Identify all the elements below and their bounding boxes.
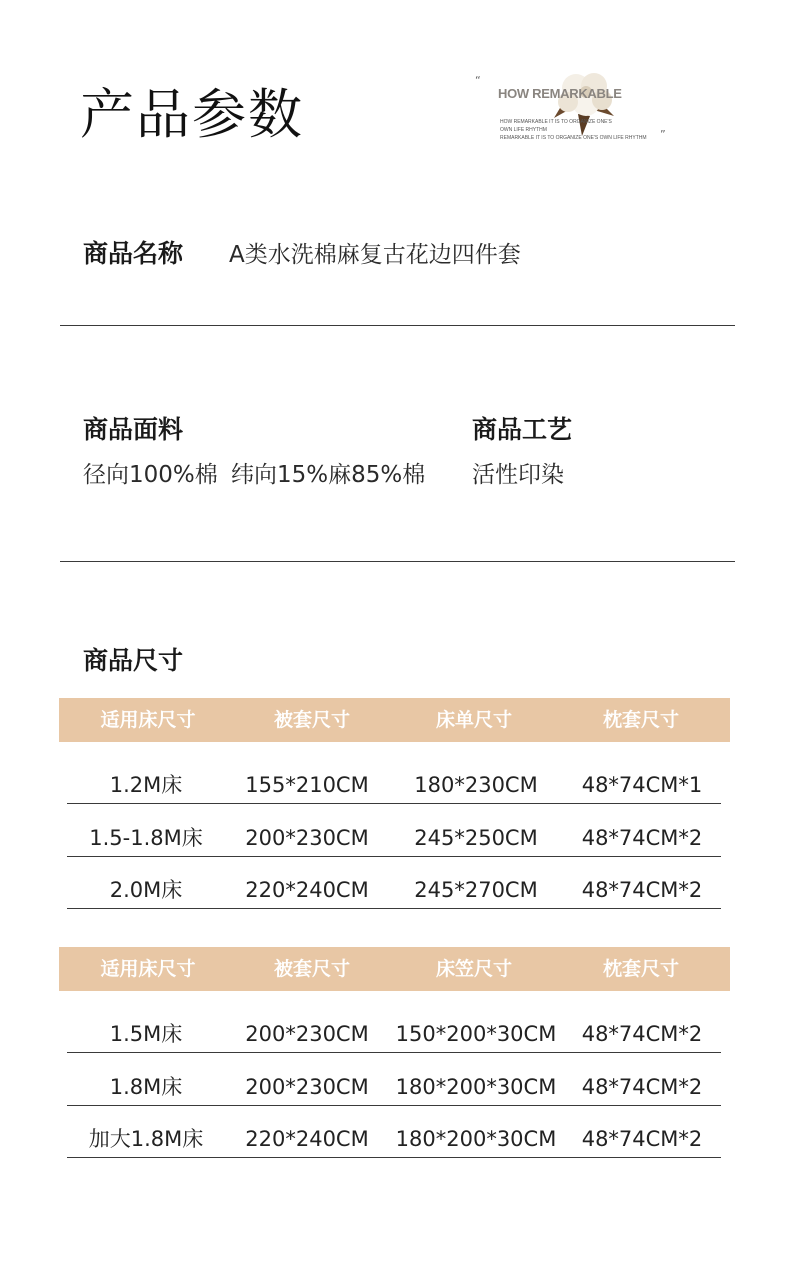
badge-line: REMARKABLE IT IS TO ORGANIZE ONE'S OWN LIFE RHYTHM bbox=[500, 135, 647, 141]
divider bbox=[60, 325, 735, 326]
table-cell: 48*74CM*2 bbox=[581, 1022, 703, 1046]
badge-title: HOW REMARKABLE bbox=[498, 86, 622, 101]
table-cell: 220*240CM bbox=[245, 878, 369, 902]
fabric-label: 商品面料 bbox=[83, 415, 184, 444]
table-cell: 1.5M床 bbox=[109, 1022, 183, 1046]
table-cell: 48*74CM*2 bbox=[581, 1127, 703, 1151]
quote-close-mark: ” bbox=[660, 128, 666, 141]
table-cell: 200*230CM bbox=[245, 826, 369, 850]
divider bbox=[60, 561, 735, 562]
table-cell: 245*270CM bbox=[414, 878, 538, 902]
table-cell: 加大1.8M床 bbox=[88, 1127, 204, 1151]
column-header: 床笠尺寸 bbox=[435, 958, 512, 980]
product-name-value: A类水洗棉麻复古花边四件套 bbox=[229, 242, 521, 268]
column-header: 枕套尺寸 bbox=[602, 709, 679, 731]
quote-open-mark: “ bbox=[475, 74, 481, 87]
table-row bbox=[67, 1014, 721, 1053]
table-cell: 200*230CM bbox=[245, 1075, 369, 1099]
column-header: 被套尺寸 bbox=[273, 709, 350, 731]
table-row bbox=[67, 765, 721, 804]
table-cell: 200*230CM bbox=[245, 1022, 369, 1046]
table-cell: 155*210CM bbox=[245, 773, 369, 797]
column-header: 适用床尺寸 bbox=[100, 958, 196, 980]
badge-line: OWN LIFE RHYTHM bbox=[500, 127, 547, 133]
table-cell: 1.8M床 bbox=[109, 1075, 183, 1099]
table-cell: 1.2M床 bbox=[109, 773, 183, 797]
craft-value: 活性印染 bbox=[472, 462, 564, 488]
size-table-2-header bbox=[59, 947, 730, 991]
size-table-1-header bbox=[59, 698, 730, 742]
page-title: 产品参数 bbox=[80, 83, 304, 146]
table-cell: 245*250CM bbox=[414, 826, 538, 850]
table-row bbox=[67, 1119, 721, 1158]
table-cell: 48*74CM*2 bbox=[581, 826, 703, 850]
fabric-warp-value: 径向100%棉 bbox=[83, 462, 218, 488]
fabric-weft-value: 纬向15%麻85%棉 bbox=[231, 462, 426, 488]
column-header: 枕套尺寸 bbox=[602, 958, 679, 980]
column-header: 适用床尺寸 bbox=[100, 709, 196, 731]
table-cell: 2.0M床 bbox=[109, 878, 183, 902]
remarkable-badge bbox=[472, 66, 672, 146]
product-name-label: 商品名称 bbox=[83, 239, 184, 268]
table-row bbox=[67, 818, 721, 857]
column-header: 床单尺寸 bbox=[435, 709, 512, 731]
table-cell: 1.5-1.8M床 bbox=[89, 826, 203, 850]
craft-label: 商品工艺 bbox=[472, 415, 573, 444]
cotton-flower-icon bbox=[472, 66, 672, 146]
table-cell: 220*240CM bbox=[245, 1127, 369, 1151]
table-cell: 180*200*30CM bbox=[395, 1127, 557, 1151]
column-header: 被套尺寸 bbox=[273, 958, 350, 980]
table-cell: 180*230CM bbox=[414, 773, 538, 797]
table-cell: 48*74CM*2 bbox=[581, 878, 703, 902]
table-cell: 48*74CM*2 bbox=[581, 1075, 703, 1099]
table-cell: 180*200*30CM bbox=[395, 1075, 557, 1099]
table-row bbox=[67, 1067, 721, 1106]
badge-line: HOW REMARKABLE IT IS TO ORGANIZE ONE'S bbox=[500, 119, 612, 125]
table-row bbox=[67, 870, 721, 909]
size-label: 商品尺寸 bbox=[83, 646, 184, 675]
table-cell: 150*200*30CM bbox=[395, 1022, 557, 1046]
table-cell: 48*74CM*1 bbox=[581, 773, 703, 797]
